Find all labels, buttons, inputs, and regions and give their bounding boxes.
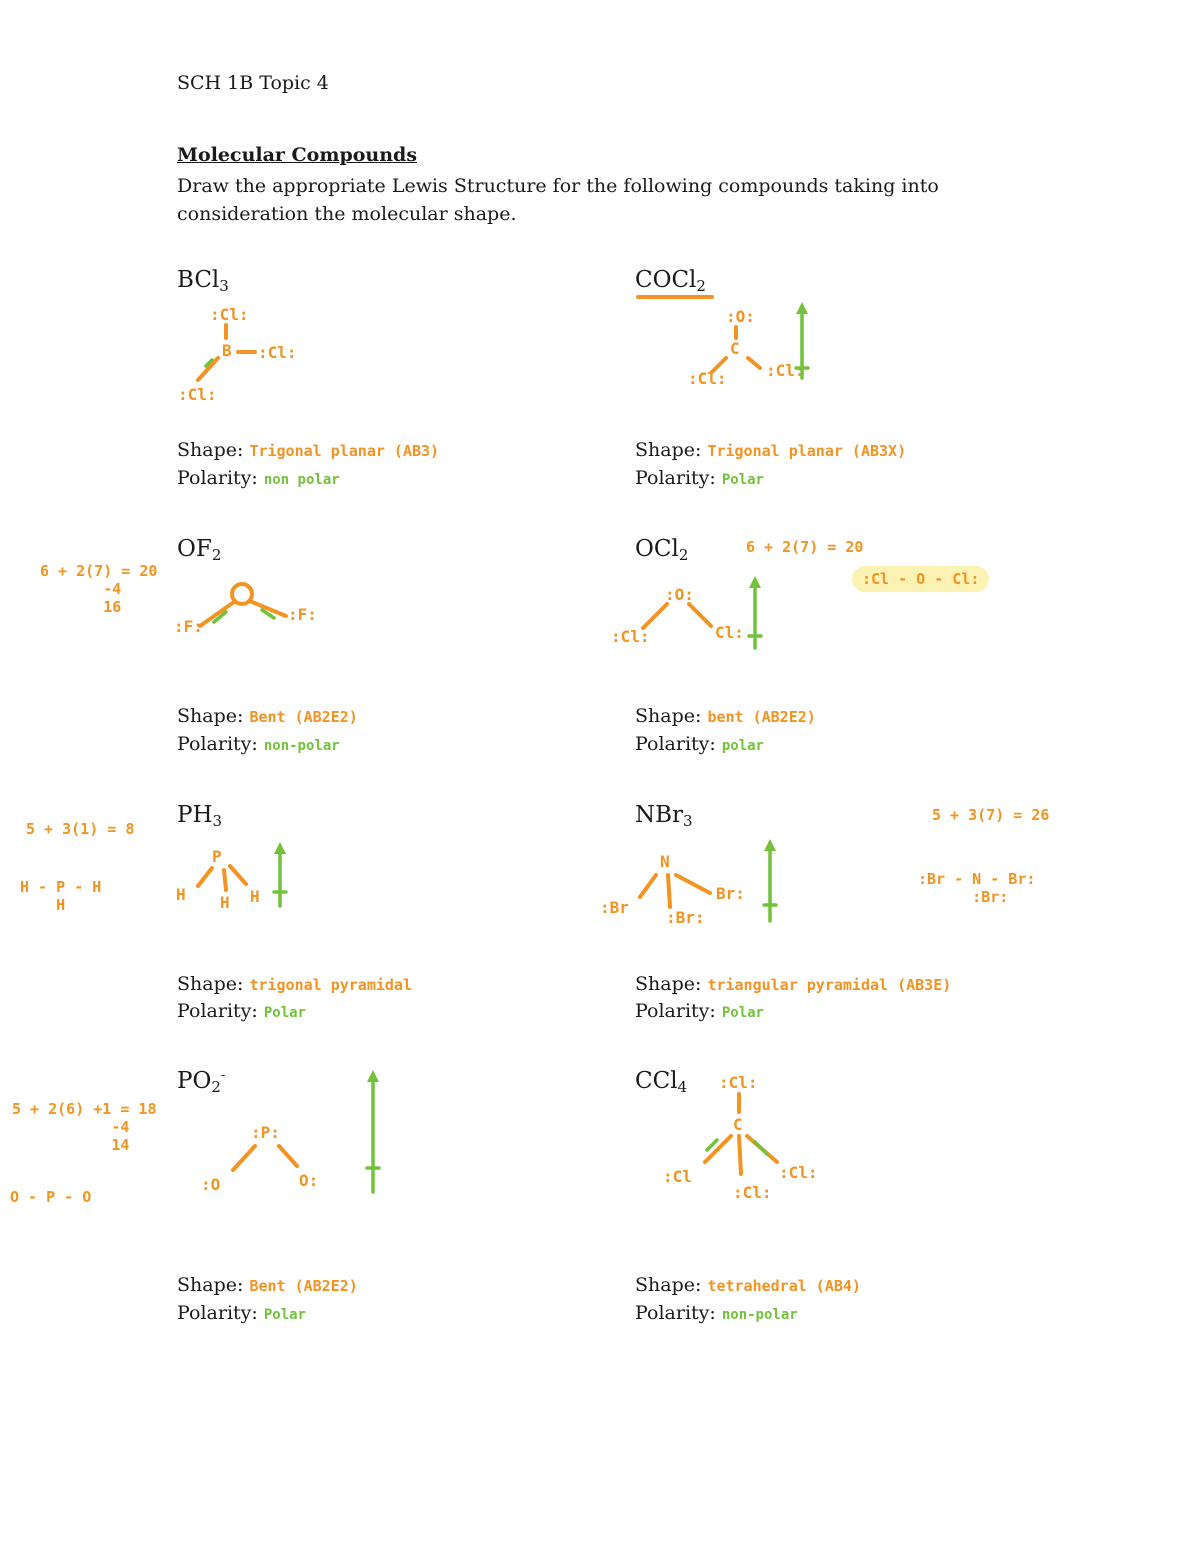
side-structure-ocl2: :Cl - O - Cl: bbox=[852, 566, 989, 592]
formula-of2: $OF_2$ bbox=[177, 536, 222, 564]
polarity-row-ph3: Polarity: Polar bbox=[177, 1000, 306, 1022]
instructions: Draw the appropriate Lewis Structure for the following compounds taking into consideration the molecular shape. bbox=[177, 175, 939, 225]
electron-count-nbr3: 5 + 3(7) = 26 bbox=[932, 806, 1050, 824]
lewis-structure-ccl4 bbox=[655, 1066, 825, 1216]
electron-count-ph3: 5 + 3(1) = 8 bbox=[26, 820, 135, 838]
polarity-row-of2: Polarity: non-polar bbox=[177, 733, 340, 755]
svg-text::Cl:: :Cl: bbox=[258, 343, 297, 362]
polarity-row-ccl4: Polarity: non-polar bbox=[635, 1302, 798, 1324]
shape-row-ocl2: Shape: bent (AB2E2) bbox=[635, 705, 816, 727]
svg-text:H: H bbox=[250, 887, 260, 906]
page-header: SCH 1B Topic 4 bbox=[177, 72, 329, 94]
shape-row-of2: Shape: Bent (AB2E2) bbox=[177, 705, 358, 727]
polarity-answer-cocl2: Polar bbox=[721, 472, 764, 488]
svg-text:O:: O: bbox=[299, 1171, 319, 1190]
svg-text::F:: :F: bbox=[174, 617, 203, 636]
svg-text:C: C bbox=[733, 1115, 743, 1134]
electron-count-ocl2: 6 + 2(7) = 20 bbox=[746, 538, 864, 556]
lewis-structure-bcl3 bbox=[170, 300, 310, 415]
lewis-structure-ph3 bbox=[170, 838, 300, 913]
svg-text::Br: :Br bbox=[600, 898, 629, 917]
shape-answer-bcl3: Trigonal planar (AB3) bbox=[249, 442, 440, 460]
svg-text::Cl:: :Cl: bbox=[210, 305, 249, 324]
formula-cocl2: COCl$_2$ bbox=[635, 267, 706, 295]
svg-text::Cl: :Cl bbox=[663, 1167, 692, 1186]
shape-answer-ph3: trigonal pyramidal bbox=[249, 976, 412, 994]
svg-text:Cl:: Cl: bbox=[715, 623, 744, 642]
shape-row-po2: Shape: Bent (AB2E2) bbox=[177, 1274, 358, 1296]
svg-text::Cl:: :Cl: bbox=[719, 1073, 758, 1092]
formula-nbr3: NBr$_3$ bbox=[635, 802, 693, 830]
formula-bcl3: BCl$_3$ bbox=[177, 267, 229, 295]
shape-row-cocl2: Shape: Trigonal planar (AB3X) bbox=[635, 439, 907, 461]
side-structure-po2: O - P - O bbox=[10, 1188, 92, 1206]
electron-count-po2: 5 + 2(6) +1 = 18 -4 14 bbox=[12, 1100, 157, 1154]
svg-text::Cl:: :Cl: bbox=[733, 1183, 772, 1202]
lewis-structure-nbr3 bbox=[598, 835, 788, 935]
lewis-structure-ocl2 bbox=[605, 570, 775, 655]
svg-text:C: C bbox=[730, 339, 740, 358]
svg-text:B: B bbox=[222, 341, 232, 360]
svg-text:Br:: Br: bbox=[716, 884, 745, 903]
polarity-answer-nbr3: Polar bbox=[721, 1005, 764, 1021]
polarity-row-cocl2: Polarity: Polar bbox=[635, 467, 764, 489]
side-structure-ph3: H - P - H H bbox=[20, 878, 102, 914]
polarity-answer-of2: non-polar bbox=[263, 738, 340, 754]
shape-answer-ocl2: bent (AB2E2) bbox=[707, 708, 816, 726]
polarity-answer-ph3: Polar bbox=[263, 1005, 306, 1021]
shape-answer-nbr3: triangular pyramidal (AB3E) bbox=[707, 976, 952, 994]
svg-text::Cl:: :Cl: bbox=[766, 361, 805, 380]
svg-text::O: :O bbox=[201, 1175, 221, 1194]
svg-text::Br:: :Br: bbox=[666, 908, 705, 927]
formula-po2: $PO_2^-$ bbox=[177, 1068, 226, 1096]
lewis-structure-of2 bbox=[170, 570, 330, 650]
shape-answer-of2: Bent (AB2E2) bbox=[249, 708, 358, 726]
polarity-row-ocl2: Polarity: polar bbox=[635, 733, 764, 755]
formula-ccl4: CCl$_4$ bbox=[635, 1068, 688, 1096]
formula-ph3: $PH_3$ bbox=[177, 802, 223, 830]
svg-text:H: H bbox=[220, 893, 230, 912]
svg-text::Cl:: :Cl: bbox=[779, 1163, 818, 1182]
shape-row-ph3: Shape: trigonal pyramidal bbox=[177, 973, 412, 995]
svg-text:P: P bbox=[212, 847, 222, 866]
shape-row-nbr3: Shape: triangular pyramidal (AB3E) bbox=[635, 973, 952, 995]
shape-row-ccl4: Shape: tetrahedral (AB4) bbox=[635, 1274, 861, 1296]
polarity-answer-bcl3: non polar bbox=[263, 472, 340, 488]
polarity-answer-ocl2: polar bbox=[721, 738, 764, 754]
shape-answer-po2: Bent (AB2E2) bbox=[249, 1277, 358, 1295]
shape-row-bcl3: Shape: Trigonal planar (AB3) bbox=[177, 439, 440, 461]
svg-text:H: H bbox=[176, 885, 186, 904]
electron-count-of2: 6 + 2(7) = 20 -4 16 bbox=[40, 562, 158, 616]
svg-text::Cl:: :Cl: bbox=[178, 385, 217, 404]
lewis-structure-cocl2 bbox=[630, 292, 900, 402]
formula-ocl2: OCl$_2$ bbox=[635, 536, 689, 564]
section-title: Molecular Compounds bbox=[177, 144, 418, 166]
lewis-structure-po2 bbox=[195, 1066, 395, 1201]
polarity-row-bcl3: Polarity: non polar bbox=[177, 467, 340, 489]
side-structure-nbr3: :Br - N - Br: :Br: bbox=[918, 870, 1036, 906]
shape-answer-cocl2: Trigonal planar (AB3X) bbox=[707, 442, 907, 460]
shape-answer-ccl4: tetrahedral (AB4) bbox=[707, 1277, 861, 1295]
svg-text::P:: :P: bbox=[251, 1123, 280, 1142]
polarity-row-nbr3: Polarity: Polar bbox=[635, 1000, 764, 1022]
svg-text::O:: :O: bbox=[665, 585, 694, 604]
polarity-answer-po2: Polar bbox=[263, 1307, 306, 1323]
svg-text::F:: :F: bbox=[288, 605, 317, 624]
polarity-answer-ccl4: non-polar bbox=[721, 1307, 798, 1323]
svg-text::O:: :O: bbox=[726, 307, 755, 326]
svg-text:N: N bbox=[660, 852, 670, 871]
svg-text::Cl:: :Cl: bbox=[688, 369, 727, 388]
svg-text::Cl:: :Cl: bbox=[611, 627, 650, 646]
polarity-row-po2: Polarity: Polar bbox=[177, 1302, 306, 1324]
